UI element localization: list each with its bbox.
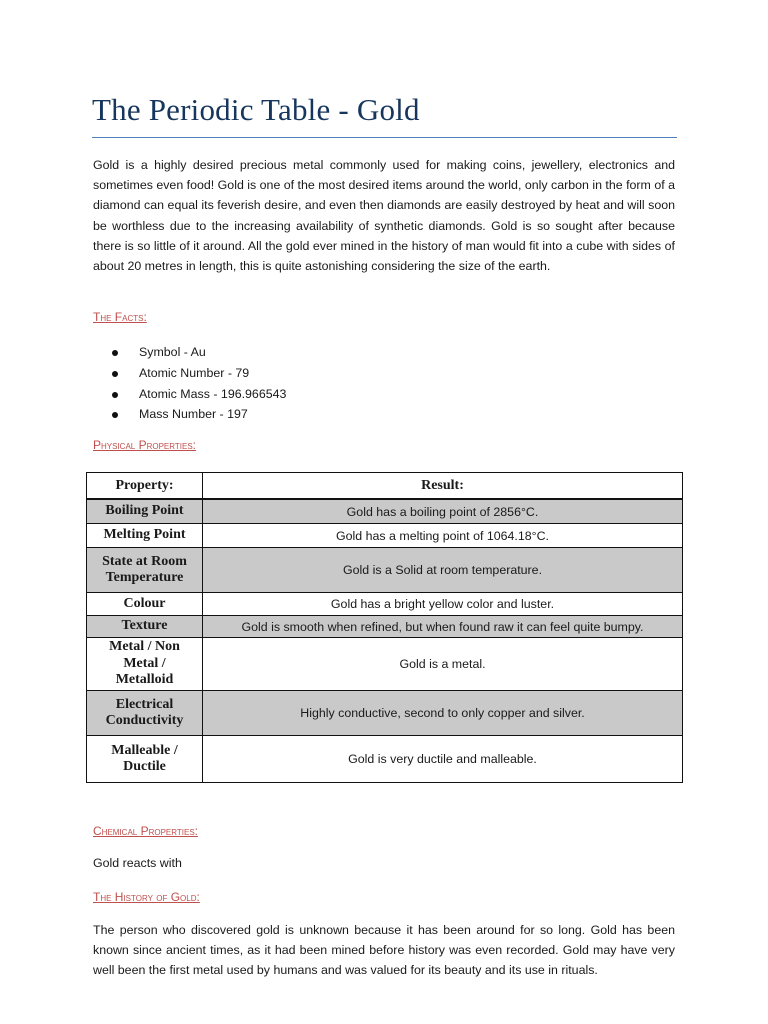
- fact-text: Atomic Number - 79: [139, 365, 250, 380]
- property-cell: State at Room Temperature: [87, 548, 203, 593]
- table-row: [87, 691, 683, 736]
- fact-text: Mass Number - 197: [139, 407, 248, 422]
- fact-item: [112, 363, 286, 384]
- fact-text: Symbol - Au: [139, 345, 206, 359]
- fact-item: [112, 404, 286, 425]
- bullet-icon: [112, 371, 118, 377]
- chemical-properties-heading: Chemical Properties:: [93, 824, 198, 838]
- property-cell: Metal / Non Metal / Metalloid: [87, 638, 203, 691]
- property-cell: Colour: [87, 593, 203, 616]
- bullet-icon: [112, 350, 118, 356]
- bullet-icon: [112, 412, 118, 418]
- result-cell: Gold has a melting point of 1064.18°C.: [203, 524, 683, 548]
- table-row: [87, 548, 683, 593]
- result-cell: Gold is smooth when refined, but when found raw it can feel quite bumpy.: [203, 616, 683, 638]
- physical-properties-table: [86, 472, 683, 783]
- result-cell: Gold is a metal.: [203, 638, 683, 691]
- result-cell: Gold has a boiling point of 2856°C.: [203, 499, 683, 524]
- facts-heading: The Facts:: [93, 310, 147, 324]
- fact-item: [112, 384, 286, 405]
- fact-item: [112, 342, 286, 363]
- page-title: The Periodic Table - Gold: [92, 92, 420, 127]
- table-row: [87, 524, 683, 548]
- result-cell: Gold is very ductile and malleable.: [203, 736, 683, 783]
- property-cell: Melting Point: [87, 524, 203, 548]
- result-cell: Gold has a bright yellow color and luster.: [203, 593, 683, 616]
- facts-list: [112, 342, 286, 425]
- table-row: [87, 638, 683, 691]
- history-heading: The History of Gold:: [93, 890, 200, 904]
- physical-properties-heading: Physical Properties:: [93, 438, 196, 452]
- fact-text: Atomic Mass - 196.966543: [139, 386, 287, 401]
- result-cell: Highly conductive, second to only copper and silver.: [203, 691, 683, 736]
- history-paragraph: The person who discovered gold is unknown because it has been around for so long. Gold has been known since ancient times, as it had been mined before history was even recorded. Gold may have very well been the first metal used by humans and was valued for its beauty and its use in rituals.: [93, 923, 675, 978]
- property-cell: Electrical Conductivity: [87, 691, 203, 736]
- header-result: Result:: [203, 473, 683, 500]
- table-header-row: [87, 473, 683, 500]
- bullet-icon: [112, 392, 118, 398]
- result-cell: Gold is a Solid at room temperature.: [203, 548, 683, 593]
- table-row: [87, 736, 683, 783]
- table-row: [87, 499, 683, 524]
- chemical-properties-text: Gold reacts with: [93, 856, 182, 870]
- title-underline: [92, 137, 677, 138]
- table-row: [87, 616, 683, 638]
- property-cell: Texture: [87, 616, 203, 638]
- property-cell: Malleable / Ductile: [87, 736, 203, 783]
- property-cell: Boiling Point: [87, 499, 203, 524]
- header-property: Property:: [87, 473, 203, 500]
- intro-paragraph: Gold is a highly desired precious metal commonly used for making coins, jewellery, electronics and sometimes even food! Gold is one of the most desired items around the world, only carbon in the form of a diamond can equal its feverish desire, and even then diamonds are easily destroyed by heat and will soon be worthless due to the increasing availability of synthetic diamonds. Gold is so sought after because there is so little of it around. All the gold ever mined in the history of man would fit into a cube with sides of about 20 metres in length, this is quite astonishing considering the size of the earth.: [93, 158, 675, 274]
- table-row: [87, 593, 683, 616]
